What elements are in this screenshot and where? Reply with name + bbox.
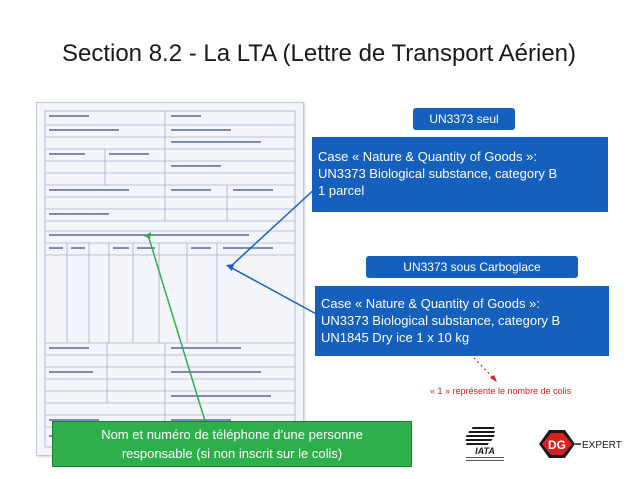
responsible-line-2: responsable (si non inscrit sur le colis) (121, 446, 343, 461)
box-line-2: UN3373 Biological substance, category B (318, 166, 558, 181)
iata-logo (460, 423, 510, 463)
tag-un3373-carboglace: UN3373 sous Carboglace (366, 256, 578, 278)
box-un3373-seul (312, 137, 608, 212)
tag-un3373-seul: UN3373 seul (413, 108, 515, 130)
box-line-1: Case « Nature & Quantity of Goods »: (318, 149, 537, 164)
page-title: Section 8.2 - La LTA (Lettre de Transport Aérien) (61, 40, 577, 67)
box-line-2: UN3373 Biological substance, category B (321, 313, 561, 328)
box-un3373-carboglace (315, 286, 609, 356)
note-nombre-colis: « 1 » représente le nombre de colis (430, 386, 572, 396)
iata-logo-text: IATA (475, 446, 495, 456)
dg-expert-text: EXPERT (582, 440, 622, 451)
box-line-3: 1 parcel (318, 183, 365, 198)
dg-expert-mark (535, 424, 625, 464)
responsible-line-1: Nom et numéro de téléphone d’une personne (101, 427, 363, 442)
iata-globe-icon (460, 423, 510, 463)
responsible-person-box (52, 421, 412, 467)
box-line-1: Case « Nature & Quantity of Goods »: (321, 296, 540, 311)
dg-expert-logo (535, 424, 625, 464)
box-line-3: UN1845 Dry ice 1 x 10 kg (321, 330, 470, 345)
dg-mark-text: DG (548, 438, 566, 452)
